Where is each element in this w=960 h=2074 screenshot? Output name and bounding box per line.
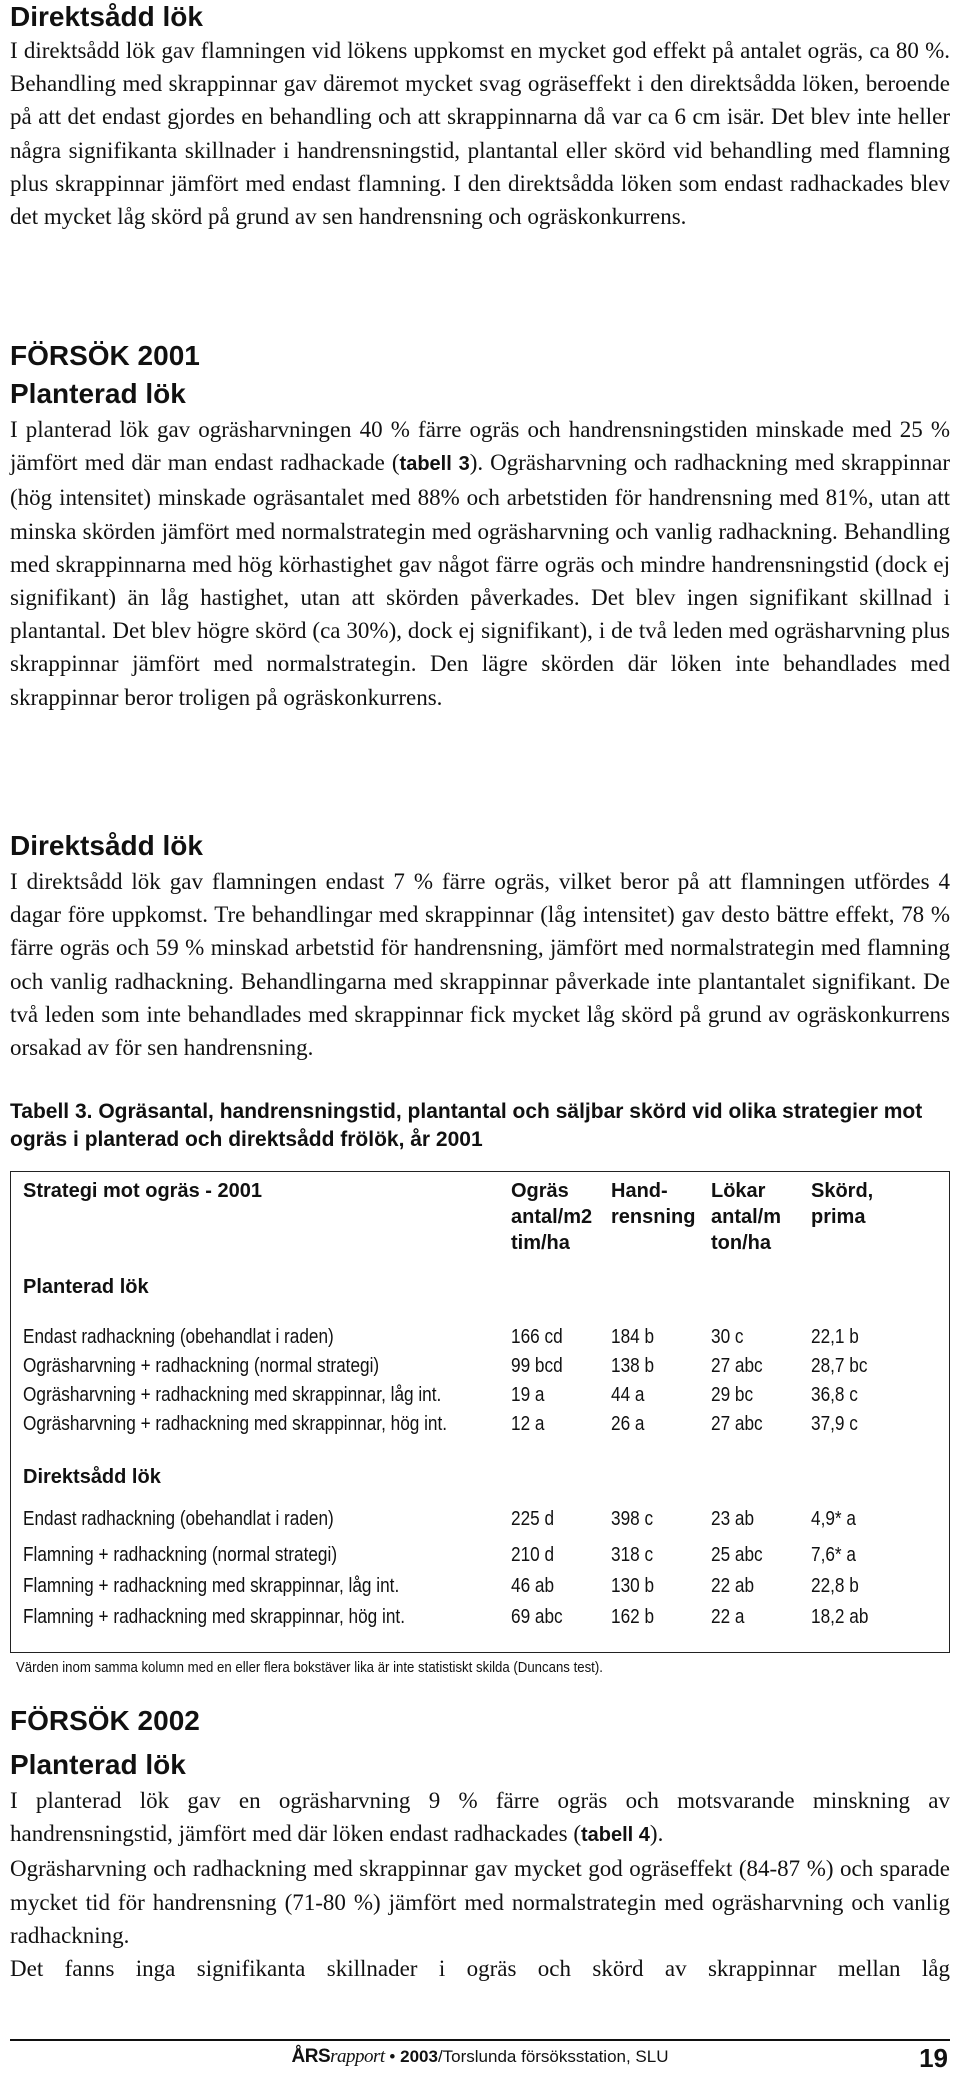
header-lokar: Lökar antal/m — [711, 1180, 782, 1228]
subsection-heading: Planterad lök — [10, 1749, 186, 1780]
group-heading: Direktsådd lök — [23, 1466, 161, 1488]
section-heading: FÖRSÖK 2002 — [10, 1705, 200, 1736]
footer-rule — [10, 2039, 950, 2041]
paragraph: Det fanns inga signifikanta skillnader i ogräs och skörd av skrappinnar mellan låg — [10, 1956, 950, 1982]
section-heading: FÖRSÖK 2001 — [10, 340, 200, 371]
header-skord-unit: ton/ha — [711, 1232, 771, 1254]
table-title: Ogräsantal, handrensningstid, plantantal och säljbar skörd vid olika strategier mot ogräs i planterad och direktsådd frölök, år 2001 — [10, 1100, 923, 1151]
subsection-heading: Planterad lök — [10, 378, 186, 409]
table-reference[interactable]: tabell 3 — [399, 453, 470, 476]
section-direktsadd-2001 — [10, 829, 950, 1064]
section-forsok-2001 — [10, 339, 950, 714]
paragraph: I planterad lök gav ogräsharvningen 40 % färre ogräs och handrensningstiden minskade med 25 % jämfört med där man endast radhackade (tabell 3). Ogräsharvning och radhackning med skrappinnar (hög intensitet) minskade ogräsantalet med 88% och arbetstiden för handrensning med 81%, utan att minska skörden jämfört med normalstrategin med ogräsharvning och vanlig radhackning. Behandling med skrappinnarna med hög körhastighet gav något färre ogräs och mindre handrensningstid (dock ej signifikant) än låg hastighet, utan att skörden påverkades. Det blev ingen signifikant skillnad i plantantal. Det blev högre skörd (ca 30%), dock ej signifikant), i de två leden med ogräsharvning plus skrappinnar jämfört med normalstrategin. Den lägre skörden där löken inte behandlades med skrappinnar beror troligen på ogräskonkurrens. — [10, 417, 951, 710]
results-table: Strategi mot ogräs - 2001 Ogräs antal/m2 Hand- rensning tim/ha Lökar antal/m ton/ha Skörd, prima Planterad lök Endast radhackning (obehandlat i raden) 166 cd 184 b 30 c 22,1 b Ogräsharvning + radhackning (normal strategi) 99 bcd 138 b 27 abc 28,7 bc Ogräsharvning + radhackning med skrappinnar, låg int. 19 a 44 a 29 bc 36,8 c Ogräsharvning + radhackning med skrappinnar, hög int. 12 a 26 a 27 abc 37,9 c Direktsådd lök Endast radhackning (obehandlat i raden) 225 d 398 c 23 ab 4,9* a Flamning + radhackning (normal strategi) 210 d 318 c 25 abc 7,6* a Flamning + radhackning med skrappinnar, låg int. 46 ab 130 b 22 ab 22,8 b Flamning + radhackning med skrappinnar, hög int. 69 abc 162 b 22 a 18,2 ab — [10, 1171, 950, 1653]
subsection-heading: Direktsådd lök — [10, 830, 203, 861]
header-handrensning-unit: tim/ha — [511, 1232, 570, 1254]
paragraph: I direktsådd lök gav flamningen vid lökens uppkomst en mycket god effekt på antalet ogräs, ca 80 %. Behandling med skrappinnar gav däremot mycket svag ogräseffekt i den direktsådda löken, beroende på att det endast gjordes en behandling och att skrappinnarna då var ca 6 cm isär. Det blev inte heller några signifikanta skillnader i handrensningstid, plantantal eller skörd vid behandling med flamning plus skrappinnar jämfört med endast flamning. I den direktsådda löken som endast radhackades blev det mycket låg skörd på grund av sen handrensning och ogräskonkurrens. — [10, 38, 950, 230]
group-heading: Planterad lök — [23, 1276, 149, 1298]
table-caption — [10, 1098, 950, 1154]
header-ogras: Ogräs antal/m2 — [511, 1180, 593, 1228]
table-footnote: Värden inom samma kolumn med en eller flera bokstäver lika är inte statistiskt skilda (Duncans test). — [16, 1659, 603, 1676]
paragraph: Ogräsharvning och radhackning med skrappinnar gav mycket god ogräseffekt (84-87 %) och sparade mycket tid för handrensning (71-80 %) jämfört med normalstrategin med ogräsharvning och vanlig radhackning. — [10, 1856, 950, 1948]
section-forsok-2002 — [10, 1704, 950, 1985]
paragraph: I planterad lök gav en ogräsharvning 9 % färre ogräs och motsvarande minskning av handrensningstid, jämfört med där löken endast radhackades (tabell 4). — [10, 1788, 950, 1847]
table-reference[interactable]: tabell 4 — [580, 1824, 650, 1847]
page-footer: ÅRSrapport • 2003/Torslunda försöksstation, SLU — [291, 2046, 669, 2067]
header-handrensning: Hand- rensning — [611, 1180, 696, 1228]
paragraph: I direktsådd lök gav flamningen endast 7 % färre ogräs, vilket beror på att flamningen utfördes 4 dagar före uppkomst. Tre behandlingar med skrappinnar (låg intensitet) gav desto bättre effekt, 78 % färre ogräs och 59 % minskad arbetstid för handrensning, jämfört med normalstrategin med flamning och vanlig radhackning. Behandlingarna med skrappinnar påverkade inte plantantalet signifikant. De två leden som inte behandlades med skrappinnar fick mycket låg skörd på grund av ogräskonkurrens orsakad av för sen handrensning. — [10, 869, 950, 1061]
page-number: 19 — [919, 2043, 948, 2073]
header-skord: Skörd, prima — [811, 1180, 874, 1228]
table-label: Tabell 3. — [10, 1100, 93, 1123]
publication-logo: ÅRSrapport — [291, 2046, 385, 2067]
section-heading: Direktsådd lök — [10, 1, 203, 32]
header-strategy: Strategi mot ogräs - 2001 — [23, 1180, 262, 1202]
section-direktsadd-intro — [10, 0, 950, 233]
